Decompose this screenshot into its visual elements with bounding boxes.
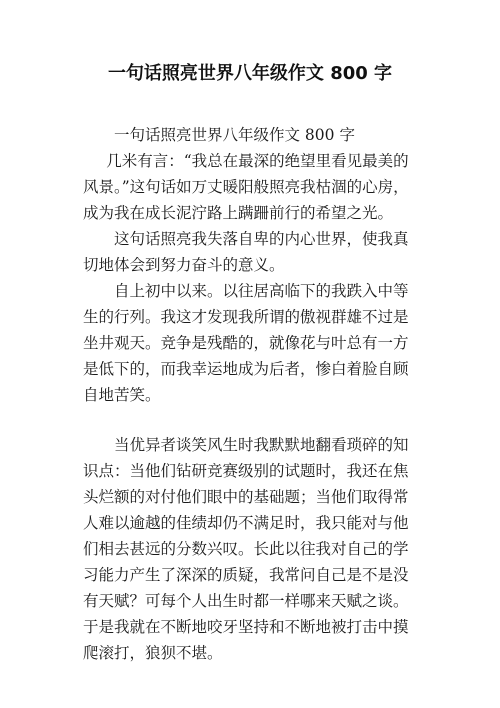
- paragraph-3: 自上初中以来。以往居高临下的我跌入中等生的行列。我这才发现我所谓的傲视群雄不过是坐井观天。竞争是残酷的，就像花与叶总有一方是低下的，而我幸运地成为后者，惨白着脸自顾自地苦笑。: [83, 282, 409, 404]
- document-body: [83, 122, 420, 666]
- paragraph-4: 当优异者谈笑风生时我默默地翻看琐碎的知识点：当他们钻研竞赛级别的试题时，我还在焦头烂额的对付他们眼中的基础题；当他们取得常人难以逾越的佳绩却仍不满足时，我只能对与他们相去甚远的分数兴叹。长此以往我对自己的学习能力产生了深深的质疑，我常问自己是不是没有天赋？可每个人出生时都一样哪来天赋之谈。于是我就在不断地咬牙坚持和不断地被打击中摸爬滚打，狼狈不堪。: [83, 436, 409, 662]
- document-title: 一句话照亮世界八年级作文 800 字: [107, 63, 393, 84]
- paragraph-2: 这句话照亮我失落自卑的内心世界，使我真切地体会到努力奋斗的意义。: [83, 230, 409, 274]
- paragraph-1: 几米有言：“我总在最深的绝望里看见最美的风景。”这句话如万丈暖阳般照亮我枯涸的心房，成为我在成长泥泞路上蹒跚前行的希望之光。: [83, 152, 409, 222]
- paragraph-subtitle: 一句话照亮世界八年级作文 800 字: [114, 126, 355, 144]
